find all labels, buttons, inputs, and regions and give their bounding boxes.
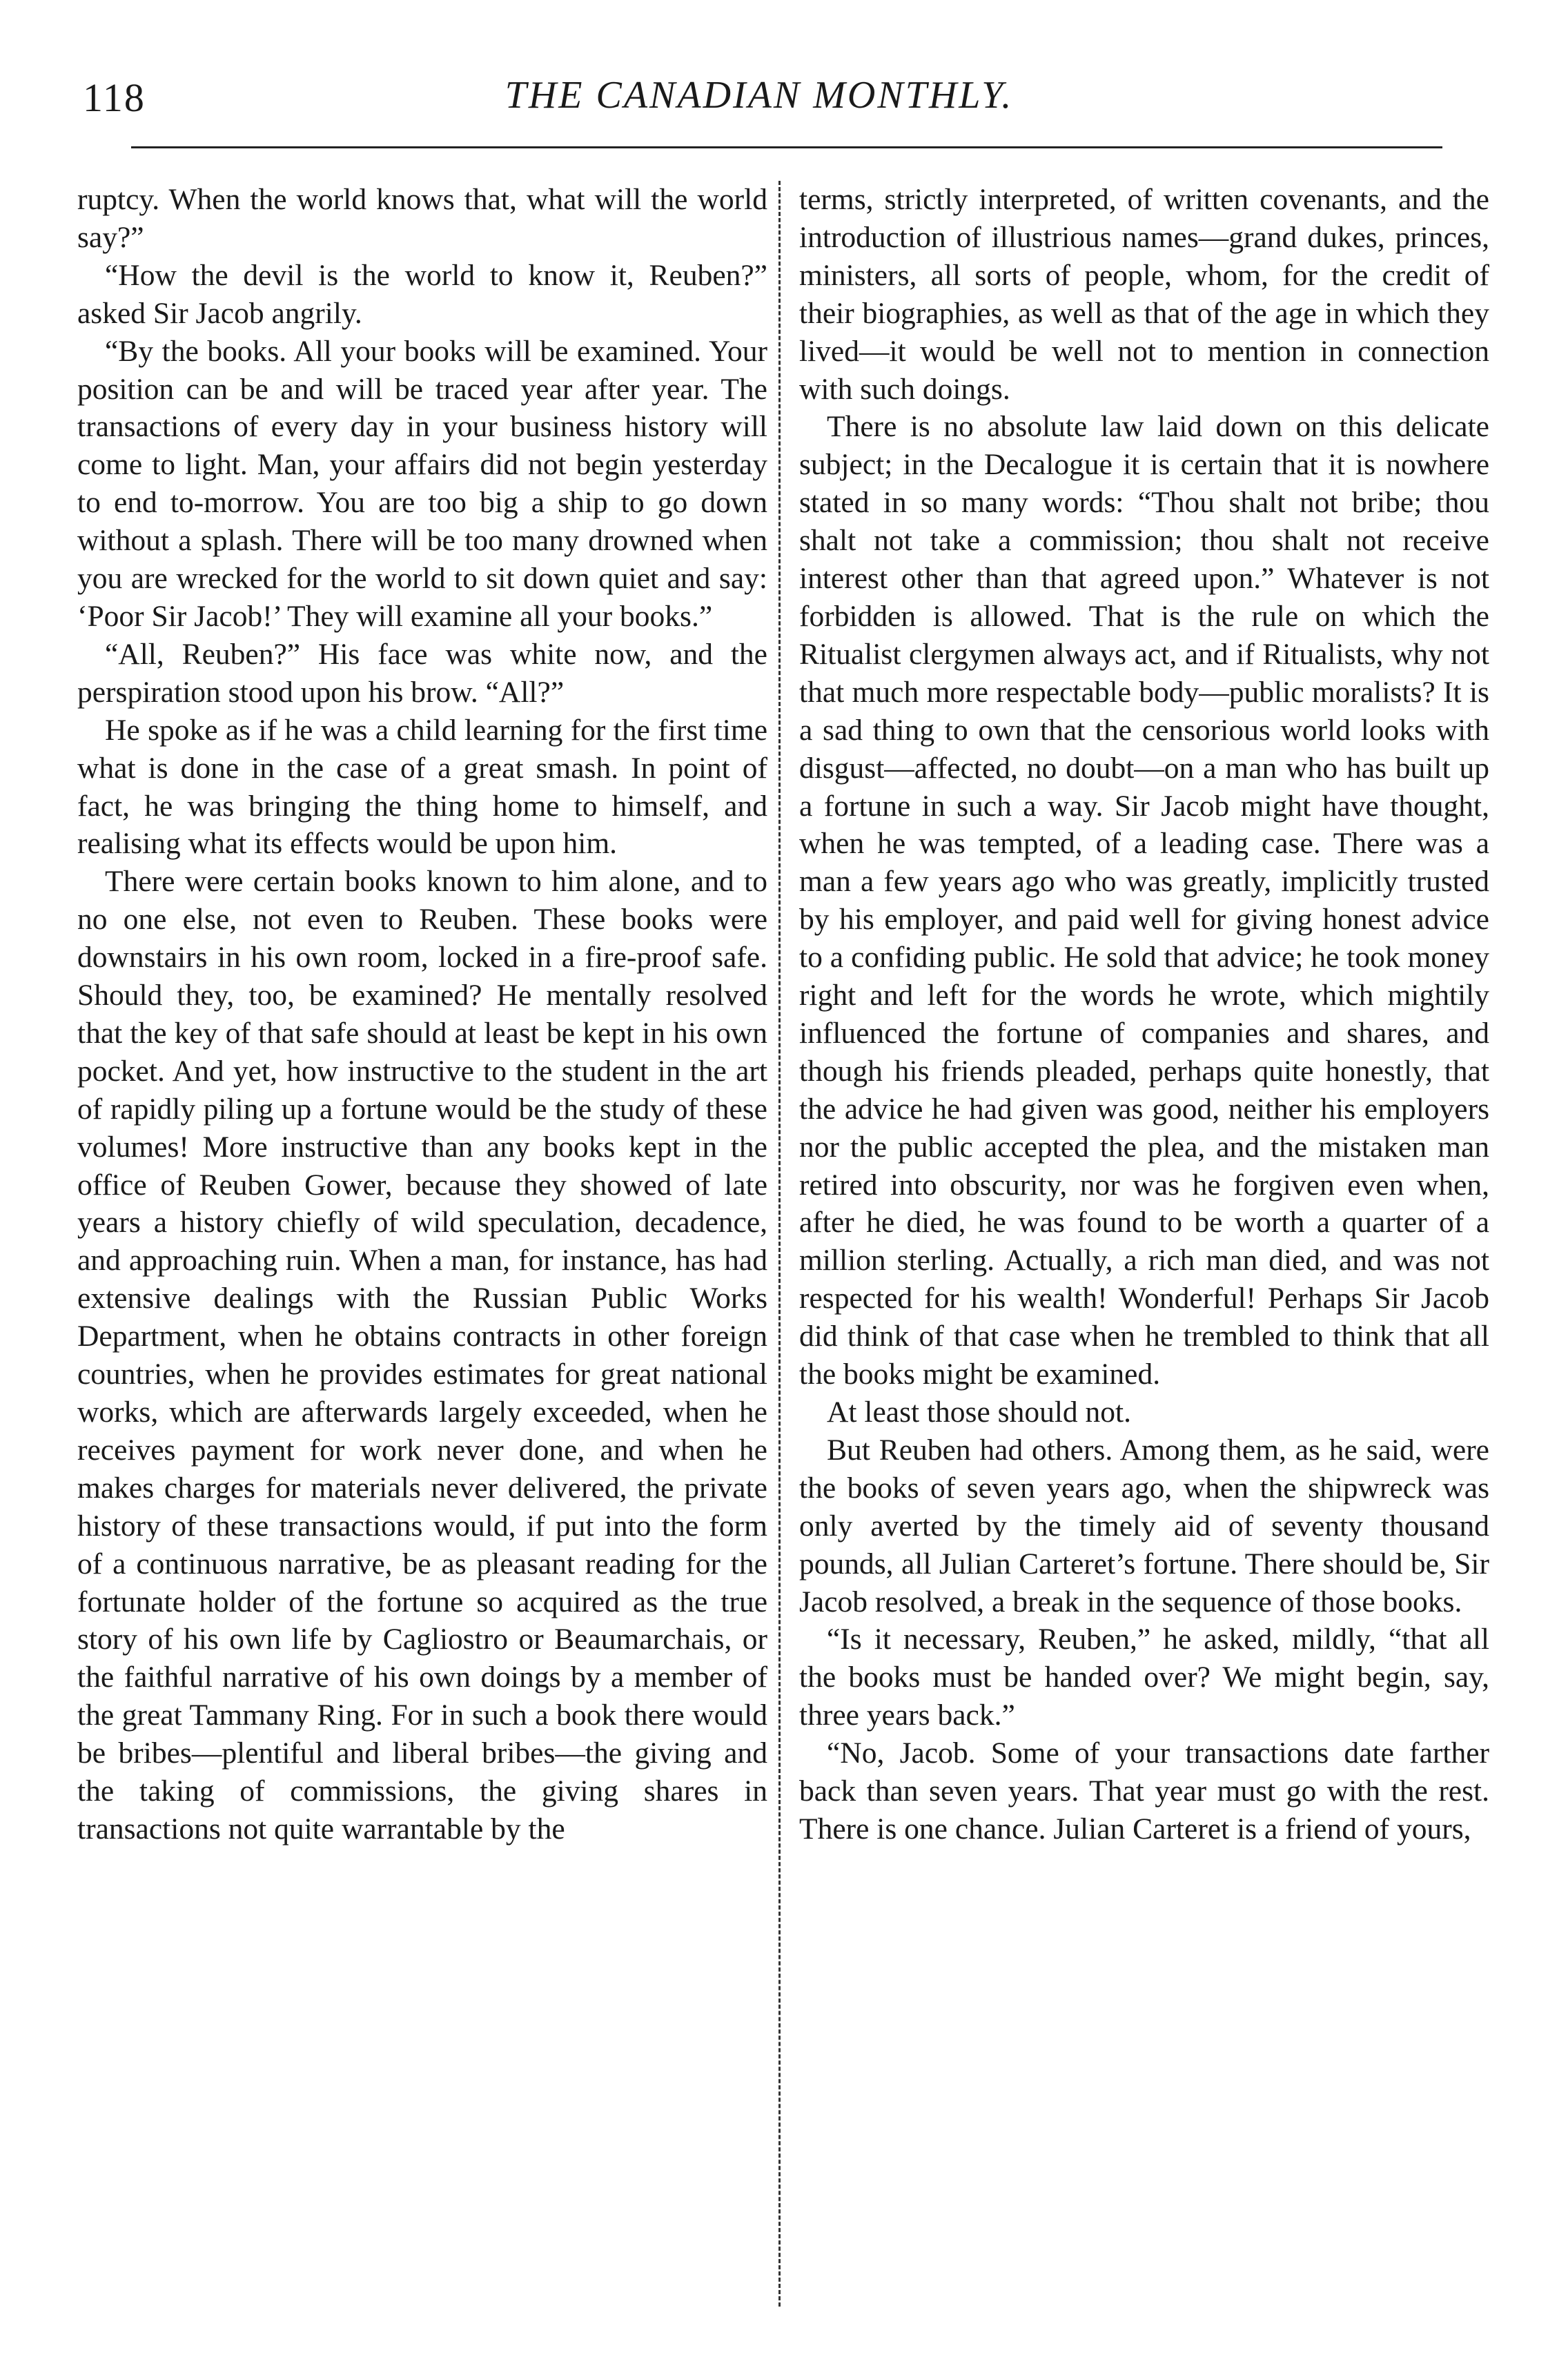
paragraph: There is no absolute law laid down on this delicate subject; in the Decalogue it is certain that it is nowhere stated in so many words: “Thou shalt not bribe; thou shalt not take a commission; thou shalt not receive interest other than that agreed upon.” Whatever is not forbidden is allowed. That is the rule on which the Ritualist clergymen always act, and if Ritualists, why not that much more respectable body—public moralists? It is a sad thing to own that the censorious world looks with disgust—affected, no doubt—on a man who has built up a fortune in such a way. Sir Jacob might have thought, when he was tempted, of a leading case. There was a man a few years ago who was greatly, implicitly trusted by his employer, and paid well for giving honest advice to a confiding public. He sold that advice; he took money right and left for the words he wrote, which mightily influenced the fortune of companies and shares, and though his friends pleaded, perhaps quite honestly, that the advice he had given was good, neither his employers nor the public accepted the plea, and the mistaken man retired into obscurity, nor was he forgiven even when, after he died, he was found to be worth a quarter of a million sterling. Actually, a rich man died, and was not respected for his wealth! Wonderful! Perhaps Sir Jacob did think of that case when he trembled to think that all the books might be examined. xyxy=(799,410,1489,1391)
paragraph: “No, Jacob. Some of your transactions date farther back than seven years. That year must go with the rest. There is one chance. Julian Carteret is a friend of yours, xyxy=(799,1736,1489,1846)
paragraph: terms, strictly interpreted, of written covenants, and the introduction of illustrious names—grand dukes, princes, ministers, all sorts of people, whom, for the credit of their biographies, as well as that of the age in which they lived—it would be well not to mention in connection with such doings. xyxy=(799,183,1489,406)
page-header xyxy=(83,68,1435,130)
page-number: 118 xyxy=(83,75,146,120)
paragraph: “Is it necessary, Reuben,” he asked, mildly, “that all the books must be handed over? We might begin, say, three years back.” xyxy=(799,1623,1489,1732)
paragraph: “How the devil is the world to know it, Reuben?” asked Sir Jacob angrily. xyxy=(77,258,767,330)
running-title: THE CANADIAN MONTHLY. xyxy=(504,74,1014,117)
paragraph: But Reuben had others. Among them, as he said, were the books of seven years ago, when the shipwreck was only averted by the timely aid of seventy thousand pounds, all Julian Carteret’s fortune. There should be, Sir Jacob resolved, a break in the sequence of those books. xyxy=(799,1433,1489,1618)
column-divider xyxy=(778,181,781,2307)
paragraph: “By the books. All your books will be examined. Your position can be and will be traced year after year. The transactions of every day in your business history will come to light. Man, your affairs did not begin yesterday to end to-morrow. You are too big a ship to go down without a splash. There will be too many drowned when you are wrecked for the world to sit down quiet and say: ‘Poor Sir Jacob!’ They will examine all your books.” xyxy=(77,334,767,633)
right-column xyxy=(799,181,1489,1848)
paragraph: He spoke as if he was a child learning for the first time what is done in the case of a great smash. In point of fact, he was bringing the thing home to himself, and realising what its effects would be upon him. xyxy=(77,713,767,861)
paragraph: “All, Reuben?” His face was white now, and the perspiration stood upon his brow. “All?” xyxy=(77,637,767,709)
header-rule xyxy=(131,146,1442,148)
paragraph: ruptcy. When the world knows that, what will the world say?” xyxy=(77,183,767,254)
left-column xyxy=(77,181,767,1848)
paragraph: There were certain books known to him alone, and to no one else, not even to Reuben. These books were downstairs in his own room, locked in a fire-proof safe. Should they, too, be examined? He mentally resolved that the key of that safe should at least be kept in his own pocket. And yet, how instructive to the student in the art of rapidly piling up a fortune would be the study of these volumes! More instructive than any books kept in the office of Reuben Gower, because they showed of late years a history chiefly of wild speculation, decadence, and approaching ruin. When a man, for instance, has had extensive dealings with the Russian Public Works Department, when he obtains contracts in other foreign countries, when he provides estimates for great national works, which are afterwards largely exceeded, when he receives payment for work never done, and when he makes charges for materials never delivered, the private history of these transactions would, if put into the form of a continuous narrative, be as pleasant reading for the fortunate holder of the fortune so acquired as the true story of his own life by Cagliostro or Beaumarchais, or the faithful narrative of his own doings by a member of the great Tammany Ring. For in such a book there would be bribes—plentiful and liberal bribes—the giving and the taking of commissions, the giving shares in transactions not quite warrantable by the xyxy=(77,865,767,1846)
paragraph: At least those should not. xyxy=(827,1396,1132,1429)
